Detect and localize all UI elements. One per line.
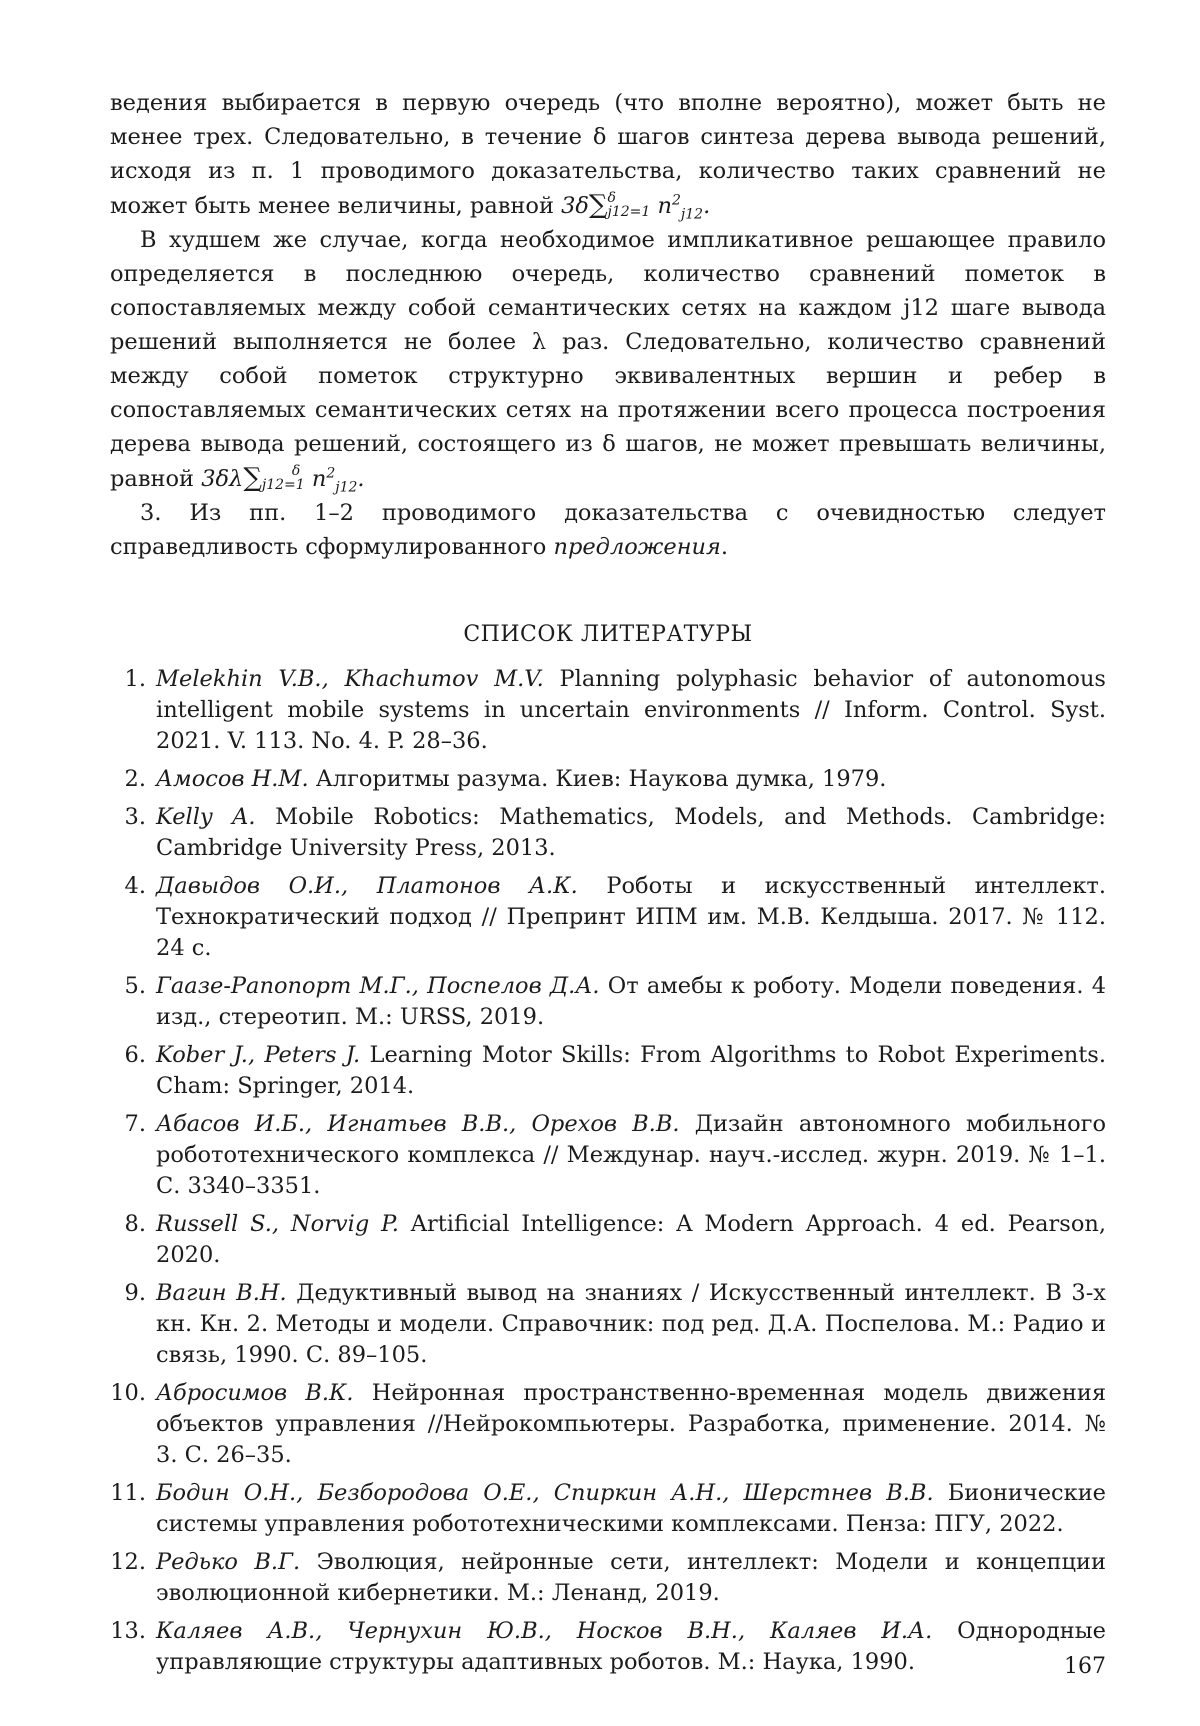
reference-item bbox=[110, 802, 1106, 864]
reference-number: 4. bbox=[124, 873, 146, 899]
reference-item bbox=[110, 1378, 1106, 1471]
reference-item bbox=[110, 1547, 1106, 1609]
page-content bbox=[110, 86, 1106, 1685]
reference-item bbox=[110, 871, 1106, 964]
paragraph-2-text: В худшем же случае, когда необходимое импликативное решающее правило определяется в последнюю очередь, количество сравнений пометок в сопоставляемых между собой семантических сетях на каждом j12 шаге вывода решений выполняется не более λ раз. Следовательно, количество сравнений между собой пометок структурно эквивалентных вершин и ребер в сопоставляемых семантических сетях на протяжении всего процесса построения дерева вывода решений, состоящего из δ шагов, не может превышать величины, равной bbox=[110, 227, 1106, 492]
reference-text: Artificial Intelligence: A Modern Approach. 4 ed. Pearson, 2020. bbox=[156, 1211, 1107, 1268]
reference-item bbox=[110, 1109, 1106, 1202]
reference-authors: Бодин О.Н., Безбородова О.Е., Спиркин А.Н., Шерстнев В.В. bbox=[156, 1480, 934, 1506]
reference-number: 1. bbox=[124, 666, 146, 692]
reference-authors: Редько В.Г. bbox=[156, 1549, 301, 1575]
reference-authors: Амосов Н.М. bbox=[156, 766, 309, 792]
reference-authors: Russell S., Norvig P. bbox=[156, 1211, 399, 1237]
paragraph-1 bbox=[110, 86, 1106, 223]
reference-number: 8. bbox=[124, 1211, 146, 1237]
formula-sum-2: 3δλ∑ δ j12=1 $n^2_{j12}$. bbox=[201, 463, 365, 496]
reference-authors: Абасов И.Б., Игнатьев В.В., Орехов В.В. bbox=[156, 1111, 680, 1137]
reference-text: Однородные управляющие структуры адаптивных роботов. М.: Наука, 1990. bbox=[156, 1618, 1106, 1675]
page-number: 167 bbox=[1064, 1654, 1106, 1679]
reference-text: От амебы к роботу. Модели поведения. 4 изд., стереотип. М.: URSS, 2019. bbox=[156, 973, 1107, 1030]
reference-item bbox=[110, 1040, 1106, 1102]
reference-item bbox=[110, 664, 1106, 757]
reference-item bbox=[110, 1478, 1106, 1540]
reference-item bbox=[110, 1278, 1106, 1371]
reference-number: 7. bbox=[124, 1111, 146, 1137]
reference-text: Learning Motor Skills: From Algorithms to Robot Experiments. Cham: Springer, 2014. bbox=[156, 1042, 1106, 1099]
reference-text: Нейронная пространственно-временная модель движения объектов управления //Нейрокомпьютеры. Разработка, применение. 2014. № 3. С. 26–35. bbox=[156, 1380, 1107, 1468]
reference-authors: Абросимов В.К. bbox=[156, 1380, 354, 1406]
reference-number: 6. bbox=[124, 1042, 146, 1068]
paragraph-3-emphasis: предложения bbox=[553, 534, 721, 560]
reference-text: Эволюция, нейронные сети, интеллект: Модели и концепции эволюционной кибернетики. М.: Ленанд, 2019. bbox=[156, 1549, 1107, 1606]
reference-number: 13. bbox=[110, 1618, 146, 1644]
reference-number: 10. bbox=[110, 1380, 146, 1406]
formula-sum-1: 3δ∑δ j12=1 $n^2_{j12}$. bbox=[561, 190, 711, 223]
reference-number: 2. bbox=[124, 766, 146, 792]
references-list bbox=[110, 664, 1106, 1678]
paragraph-1-text: ведения выбирается в первую очередь (что вполне вероятно), может быть не менее трех. Следовательно, в течение δ шагов синтеза дерева вывода решений, исходя из п. 1 проводимого доказательства, количество таких сравнений не может быть менее величины, равной bbox=[110, 90, 1106, 219]
reference-authors: Давыдов О.И., Платонов А.К. bbox=[156, 873, 578, 899]
reference-text: Бионические системы управления робототехническими комплексами. Пенза: ПГУ, 2022. bbox=[156, 1480, 1107, 1537]
reference-number: 9. bbox=[124, 1280, 146, 1306]
paragraph-2 bbox=[110, 223, 1106, 496]
reference-number: 11. bbox=[110, 1480, 146, 1506]
paragraph-3: 3. Из пп. 1–2 проводимого доказательства с очевидностью следует справедливость сформулированного предложения. bbox=[110, 500, 1106, 560]
reference-text: Дедуктивный вывод на знаниях / Искусственный интеллект. В 3-х кн. Кн. 2. Методы и модели. Справочник: под ред. Д.А. Поспелова. М.: Радио и связь, 1990. С. 89–105. bbox=[156, 1280, 1106, 1368]
reference-text: Mobile Robotics: Mathematics, Models, and Methods. Cambridge: Cambridge University Press, 2013. bbox=[156, 804, 1106, 861]
paragraph-3-text: 3. Из пп. 1–2 проводимого доказательства с очевидностью следует справедливость сформулированного bbox=[110, 500, 1106, 560]
reference-authors: Kober J., Peters J. bbox=[156, 1042, 361, 1068]
reference-authors: Kelly A. bbox=[156, 804, 256, 830]
reference-number: 12. bbox=[110, 1549, 146, 1575]
reference-number: 5. bbox=[124, 973, 146, 999]
reference-item bbox=[110, 971, 1106, 1033]
reference-item bbox=[110, 1209, 1106, 1271]
references-heading: СПИСОК ЛИТЕРАТУРЫ bbox=[463, 622, 753, 647]
reference-authors: Вагин В.Н. bbox=[156, 1280, 287, 1306]
reference-text: Planning polyphasic behavior of autonomous intelligent mobile systems in uncertain environments // Inform. Control. Syst. 2021. V. 113. No. 4. P. 28–36. bbox=[156, 666, 1106, 754]
reference-authors: Гаазе-Рапопорт М.Г., Поспелов Д.А. bbox=[156, 973, 600, 999]
reference-text: Дизайн автономного мобильного робототехнического комплекса // Междунар. науч.-исслед. журн. 2019. № 1–1. С. 3340–3351. bbox=[156, 1111, 1106, 1199]
reference-item bbox=[110, 1616, 1106, 1678]
reference-authors: Melekhin V.B., Khachumov M.V. bbox=[156, 666, 544, 692]
reference-text: Роботы и искусственный интеллект. Технократический подход // Препринт ИПМ им. М.В. Келдыша. 2017. № 112. 24 с. bbox=[156, 873, 1106, 961]
reference-text: Алгоритмы разума. Киев: Наукова думка, 1979. bbox=[315, 766, 887, 792]
reference-authors: Каляев А.В., Чернухин Ю.В., Носков В.Н., Каляев И.А. bbox=[156, 1618, 933, 1644]
reference-number: 3. bbox=[124, 804, 146, 830]
reference-item bbox=[110, 764, 1106, 795]
